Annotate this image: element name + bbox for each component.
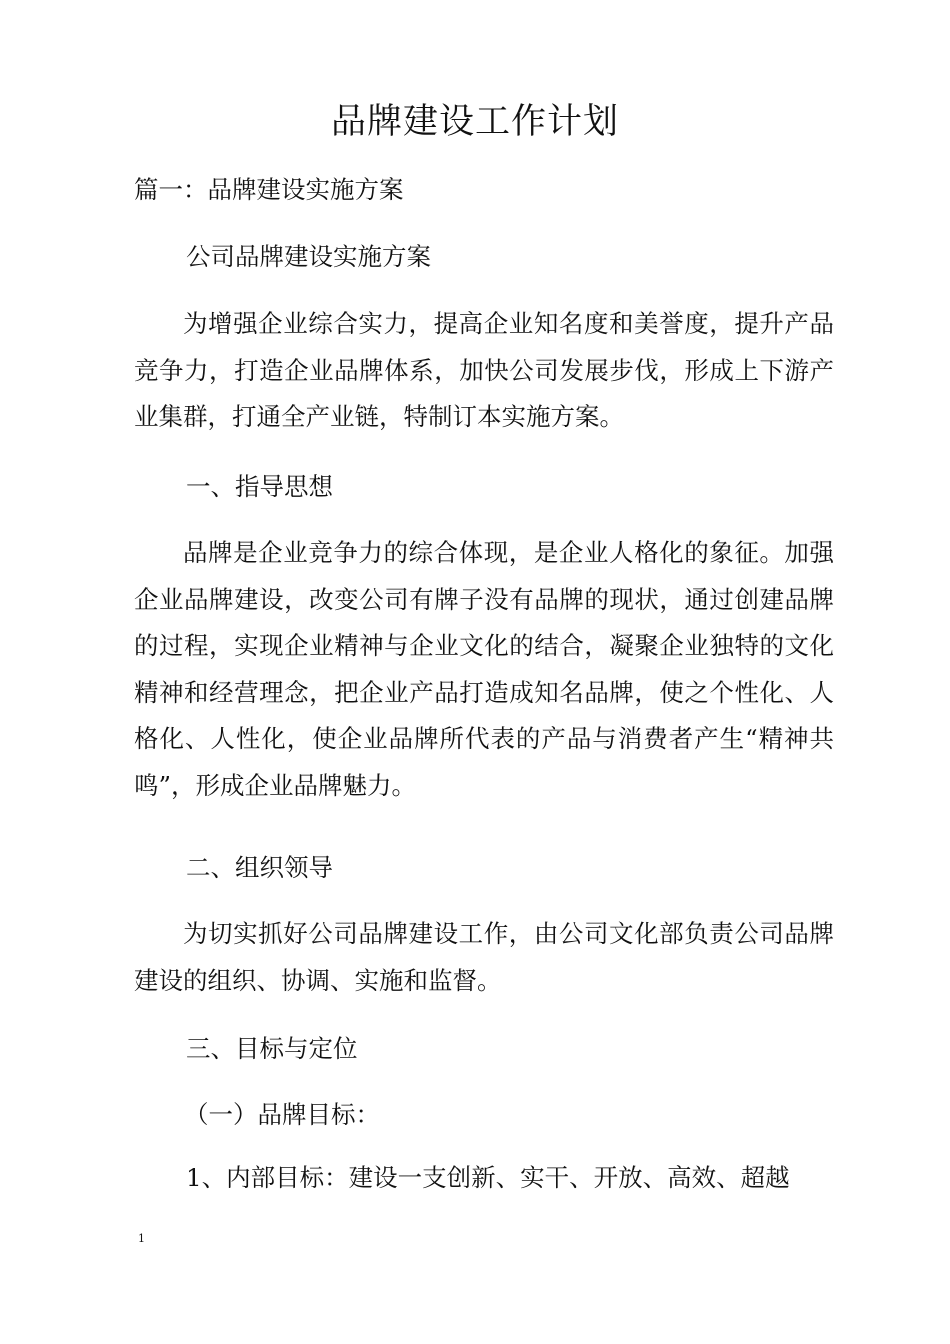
paragraph-guiding-ideology: 品牌是企业竞争力的综合体现，是企业人格化的象征。加强企业品牌建设，改变公司有牌子没有品牌的现状，通过创建品牌的过程，实现企业精神与企业文化的结合，凝聚企业独特的文化精神和经营理念，把企业产品打造成知名品牌，使之个性化、人格化、人性化，使企业品牌所代表的产品与消费者产生“精神共鸣”，形成企业品牌魅力。 [134, 538, 834, 800]
page-number: 1 [138, 1232, 145, 1245]
item-internal-goal: 1、内部目标：建设一支创新、实干、开放、高效、超越 [186, 1163, 790, 1192]
intro-paragraph: 为增强企业综合实力，提高企业知名度和美誉度，提升产品竞争力，打造企业品牌体系，加快公司发展步伐，形成上下游产业集群，打通全产业链，特制订本实施方案。 [134, 309, 834, 431]
heading-organization: 二、组织领导 [186, 853, 333, 882]
document-subtitle: 公司品牌建设实施方案 [186, 242, 431, 271]
paragraph-organization: 为切实抓好公司品牌建设工作，由公司文化部负责公司品牌建设的组织、协调、实施和监督。 [134, 919, 834, 995]
document-title: 品牌建设工作计划 [330, 102, 619, 142]
section-heading: 篇一：品牌建设实施方案 [134, 175, 404, 204]
subheading-brand-goals: （一）品牌目标： [184, 1100, 380, 1129]
heading-goals: 三、目标与定位 [186, 1034, 358, 1063]
heading-guiding-ideology: 一、指导思想 [186, 472, 333, 501]
